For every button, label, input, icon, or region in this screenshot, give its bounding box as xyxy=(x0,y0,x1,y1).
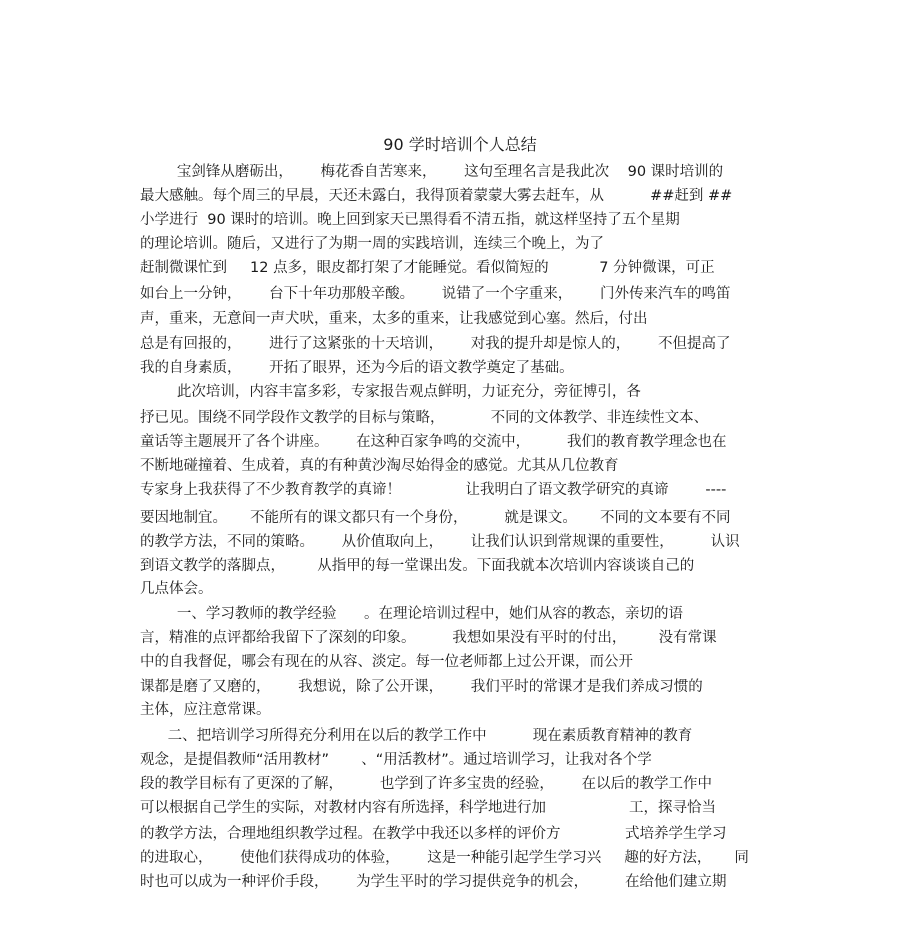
text-line: 言，精准的点评都给我留下了深刻的印象。 我想如果没有平时的付出， 没有常课 xyxy=(140,630,717,646)
document-title: 90 学时培训个人总结 xyxy=(383,135,537,154)
text-line: 总是有回报的， 进行了这紧张的十天培训， 对我的提升却是惊人的， 不但提高了 xyxy=(140,336,731,352)
text-line: 中的自我督促，哪会有现在的从容、淡定。每一位老师都上过公开课，而公开 xyxy=(140,654,633,670)
text-line: 专家身上我获得了不少教育教学的真谛！ 让我明白了语文教学研究的真谛 ---- xyxy=(140,482,727,498)
text-line: 如台上一分钟， 台下十年功那般辛酸。 说错了一个字重来， 门外传来汽车的鸣笛 xyxy=(140,286,731,302)
text-line: 观念，是提倡教师“活用教材” 、“用活教材”。通过培训学习，让我对各个学 xyxy=(140,752,652,768)
text-line: 的教学方法，不同的策略。 从价值取向上， 让我们认识到常规课的重要性， 认识 xyxy=(140,534,740,550)
text-line: 到语文教学的落脚点， 从指甲的每一堂课出发。下面我就本次培训内容谈谈自己的 xyxy=(140,558,695,574)
text-line: 时也可以成为一种评价手段， 为学生平时的学习提供竞争的机会， 在给他们建立期 xyxy=(140,874,727,890)
text-line: 要因地制宜。 不能所有的课文都只有一个身份， 就是课文。 不同的文本要有不同 xyxy=(140,510,731,526)
text-line: 宝剑锋从磨砺出， 梅花香自苦寒来， 这句至理名言是我此次 90 课时培训的 xyxy=(140,164,724,180)
text-line: 的进取心， 使他们获得成功的体验， 这是一种能引起学生学习兴 趣的好方法， 同 xyxy=(140,850,749,866)
text-line: 赶制微课忙到 12 点多，眼皮都打架了才能睡觉。看似简短的 7 分钟微课，可正 xyxy=(140,260,715,276)
text-line: 的教学方法，合理地组织教学过程。在教学中我还以多样的评价方 式培养学生学习 xyxy=(140,826,727,842)
text-line: 抒已见。围绕不同学段作文教学的目标与策略， 不同的文体教学、非连续性文本、 xyxy=(140,410,709,426)
text-line: 主体，应注意常课。 xyxy=(140,702,271,718)
text-line: 可以根据自己学生的实际，对教材内容有所选择，科学地进行加 工，探寻恰当 xyxy=(140,800,716,816)
text-line: 几点体会。 xyxy=(140,581,213,597)
text-line: 不断地碰撞着、生成着，真的有种黄沙淘尽始得金的感觉。尤其从几位教育 xyxy=(140,458,619,474)
text-line: 此次培训，内容丰富多彩，专家报告观点鲜明，力证充分，旁征博引，各 xyxy=(140,384,641,400)
text-line: 一、学习教师的教学经验 。在理论培训过程中，她们从容的教态，亲切的语 xyxy=(140,606,684,622)
text-line: 课都是磨了又磨的， 我想说，除了公开课， 我们平时的常课才是我们养成习惯的 xyxy=(140,679,703,695)
text-line: 二、把培训学习所得充分利用在以后的教学工作中 现在素质教育精神的教育 xyxy=(140,728,693,744)
text-line: 我的自身素质， 开拓了眼界，还为今后的语文教学奠定了基础。 xyxy=(140,360,574,376)
text-line: 最大感触。每个周三的早晨，天还未露白，我得顶着蒙蒙大雾去赶车，从 ##赶到 ## xyxy=(140,188,733,204)
text-line: 的理论培训。随后，又进行了为期一周的实践培训，连续三个晚上，为了 xyxy=(140,236,604,252)
text-line: 声，重来，无意间一声犬吠，重来，太多的重来，让我感觉到心塞。然后，付出 xyxy=(140,311,648,327)
text-line: 段的教学目标有了更深的了解， 也学到了许多宝贵的经验， 在以后的教学工作中 xyxy=(140,776,713,792)
text-line: 童话等主题展开了各个讲座。 在这种百家争鸣的交流中， 我们的教育教学理念也在 xyxy=(140,434,727,450)
text-line: 小学进行 90 课时的培训。晚上回到家天已黑得看不清五指，就这样坚持了五个星期 xyxy=(140,212,680,228)
